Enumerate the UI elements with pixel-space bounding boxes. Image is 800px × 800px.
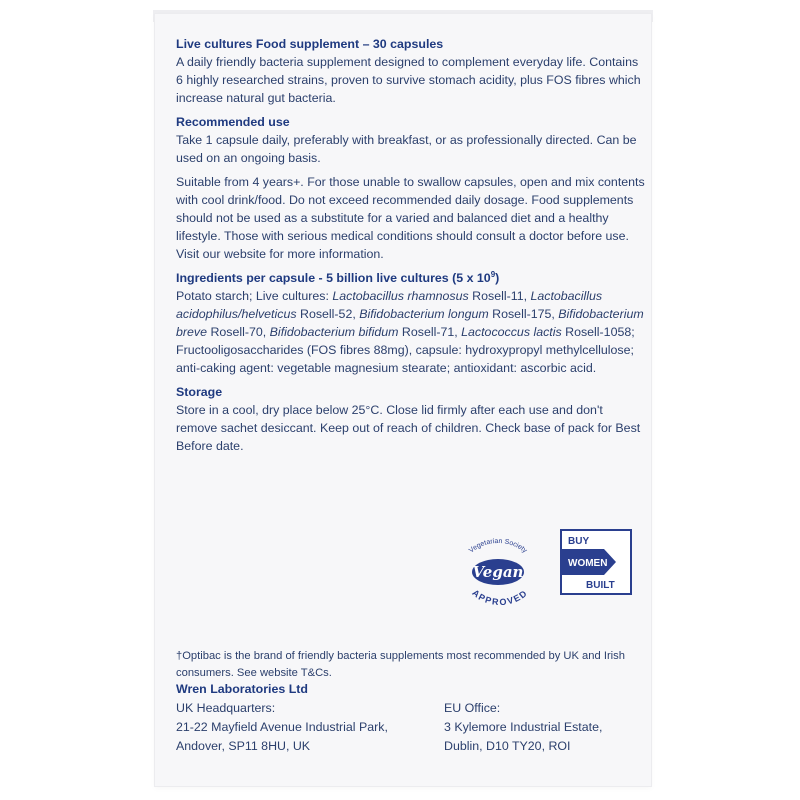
- ingredients-part: Potato starch; Live cultures:: [176, 289, 333, 303]
- storage-text: Store in a cool, dry place below 25°C. Close lid firmly after each use and don't remove sachet desiccant. Keep out of reach of children. Check base of pack for Best Before date.: [176, 403, 641, 453]
- ingredients-heading-text: Ingredients per capsule - 5 billion live cultures (5 x 10: [176, 271, 491, 285]
- eu-address: [444, 699, 602, 756]
- vegan-word: Vegan: [472, 563, 524, 581]
- ingredients-part: Rosell-70,: [207, 325, 270, 339]
- bwb-buy: BUY: [568, 536, 590, 547]
- strain-name: Lactobacillus rhamnosus: [332, 289, 469, 303]
- vegan-approved-logo: [446, 527, 550, 607]
- buy-women-built-logo: [560, 529, 632, 595]
- ingredients-part: Rosell-52,: [296, 307, 360, 321]
- eu-label: EU Office:: [444, 701, 501, 715]
- uk-address: [176, 699, 388, 756]
- recommended-use-text: Take 1 capsule daily, preferably with breakfast, or as professionally directed. Can be used on an ongoing basis.: [176, 133, 637, 165]
- uk-label: UK Headquarters:: [176, 701, 276, 715]
- uk-line-2: Andover, SP11 8HU, UK: [176, 739, 311, 753]
- recommended-use-heading: Recommended use: [176, 115, 290, 129]
- label-content: [176, 35, 646, 455]
- ingredients-heading: [176, 269, 646, 287]
- suitability-text: Suitable from 4 years+. For those unable to swallow capsules, open and mix contents with cool drink/food. Do not exceed recommended daily dosage. Food supplements should not be used as a substitute for a varied and balanced diet and a healthy lifestyle. Those with serious medical conditions should consult a doctor before use. Visit our website for more information.: [176, 175, 645, 261]
- strain-name: Lactobacillus acidophilus/helveticus: [176, 289, 603, 321]
- company-name: Wren Laboratories Ltd: [176, 682, 308, 696]
- ingredients-part: Rosell-11,: [468, 289, 531, 303]
- strain-name: Bifidobacterium bifidum: [269, 325, 399, 339]
- ingredients-part: Rosell-175,: [488, 307, 559, 321]
- eu-line-1: 3 Kylemore Industrial Estate,: [444, 720, 603, 734]
- company-info: [176, 680, 646, 753]
- product-title: Live cultures Food supplement – 30 capsules: [176, 37, 444, 51]
- ingredients-part: Rosell-71,: [398, 325, 462, 339]
- strain-name: Lactococcus lactis: [461, 325, 562, 339]
- ingredients-text: [176, 287, 646, 377]
- approved-arc-text: APPROVED: [470, 587, 530, 607]
- strain-name: Bifidobacterium breve: [176, 307, 644, 339]
- ingredients-part: Rosell-1058; Fructooligosaccharides (FOS fibres 88mg), capsule: hydroxypropyl methylcellulose; anti-caking agent: vegetable magnesium stearate; antioxidant: ascorbic acid.: [176, 325, 635, 375]
- uk-line-1: 21-22 Mayfield Avenue Industrial Park,: [176, 720, 388, 734]
- ingredients-heading-close: ): [495, 271, 500, 285]
- footnote: †Optibac is the brand of friendly bacteria supplements most recommended by UK and Irish consumers. See website T&Cs.: [176, 650, 625, 680]
- vegan-society-arc-text: Vegetarian Society: [467, 537, 529, 555]
- eu-line-2: Dublin, D10 TY20, ROI: [444, 739, 571, 753]
- storage-heading: Storage: [176, 385, 223, 399]
- ingredients-heading-exponent: 9: [490, 269, 496, 279]
- bwb-women: WOMEN: [568, 558, 608, 569]
- product-intro: A daily friendly bacteria supplement designed to complement everyday life. Contains 6 highly researched strains, proven to survive stomach acidity, plus FOS fibres which increase natural gut bacteria.: [176, 55, 641, 105]
- strain-name: Bifidobacterium longum: [359, 307, 489, 321]
- bwb-built: BUILT: [586, 580, 615, 591]
